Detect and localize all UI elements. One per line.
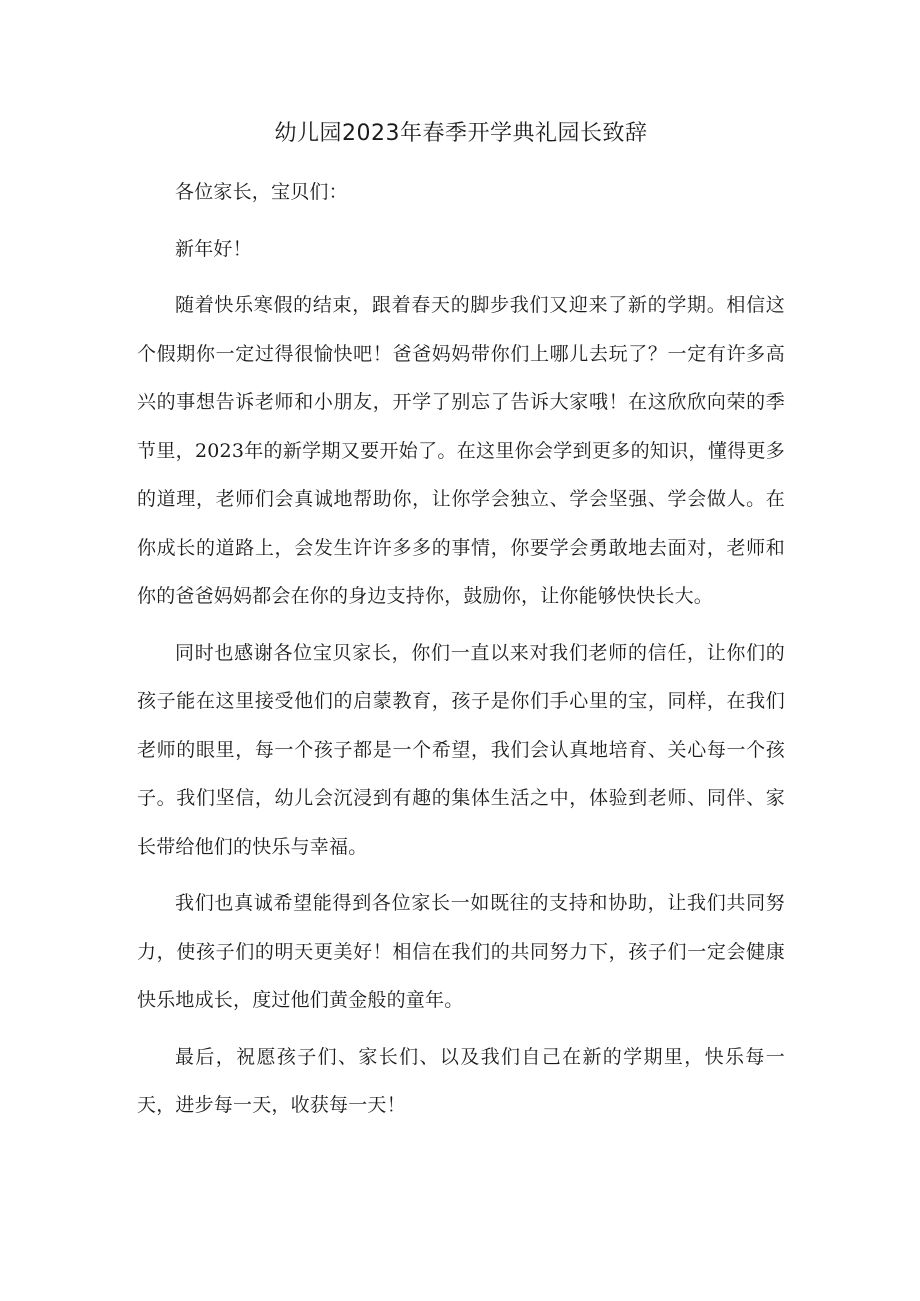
greeting: 新年好！: [175, 237, 252, 260]
salutation: 各位家长，宝贝们：: [175, 181, 348, 203]
paragraph-thanks-parents: 同时也感谢各位宝贝家长，你们一直以来对我们老师的信任，让你们的孩子能在这里接受他们的启蒙教育，孩子是你们手心里的宝，同样，在我们老师的眼里，每一个孩子都是一个希望，我们会认真地培育、关心每一个孩子。我们坚信，幼儿会沉浸到有趣的集体生活之中，体验到老师、同伴、家长带给他们的快乐与幸福。: [137, 641, 785, 858]
paragraph-hope-support: 我们也真诚希望能得到各位家长一如既往的支持和协助，让我们共同努力，使孩子们的明天更美好！相信在我们的共同努力下，孩子们一定会健康快乐地成长，度过他们黄金般的童年。: [137, 892, 785, 1011]
page-title: 幼儿园2023年春季开学典礼园长致辞: [274, 121, 648, 146]
paragraph-closing-wishes: 最后，祝愿孩子们、家长们、以及我们自己在新的学期里，快乐每一天，进步每一天，收获每一天！: [137, 1045, 785, 1116]
document-body: [137, 114, 785, 1138]
paragraph-opening: 随着快乐寒假的结束，跟着春天的脚步我们又迎来了新的学期。相信这个假期你一定过得很愉快吧！爸爸妈妈带你们上哪儿去玩了？一定有许多高兴的事想告诉老师和小朋友，开学了别忘了告诉大家哦！在这欣欣向荣的季节里，2023年的新学期又要开始了。在这里你会学到更多的知识，懂得更多的道理，老师们会真诚地帮助你，让你学会独立、学会坚强、学会做人。在你成长的道路上，会发生许许多多的事情，你要学会勇敢地去面对，老师和你的爸爸妈妈都会在你的身边支持你，鼓励你，让你能够快快长大。: [137, 294, 785, 607]
